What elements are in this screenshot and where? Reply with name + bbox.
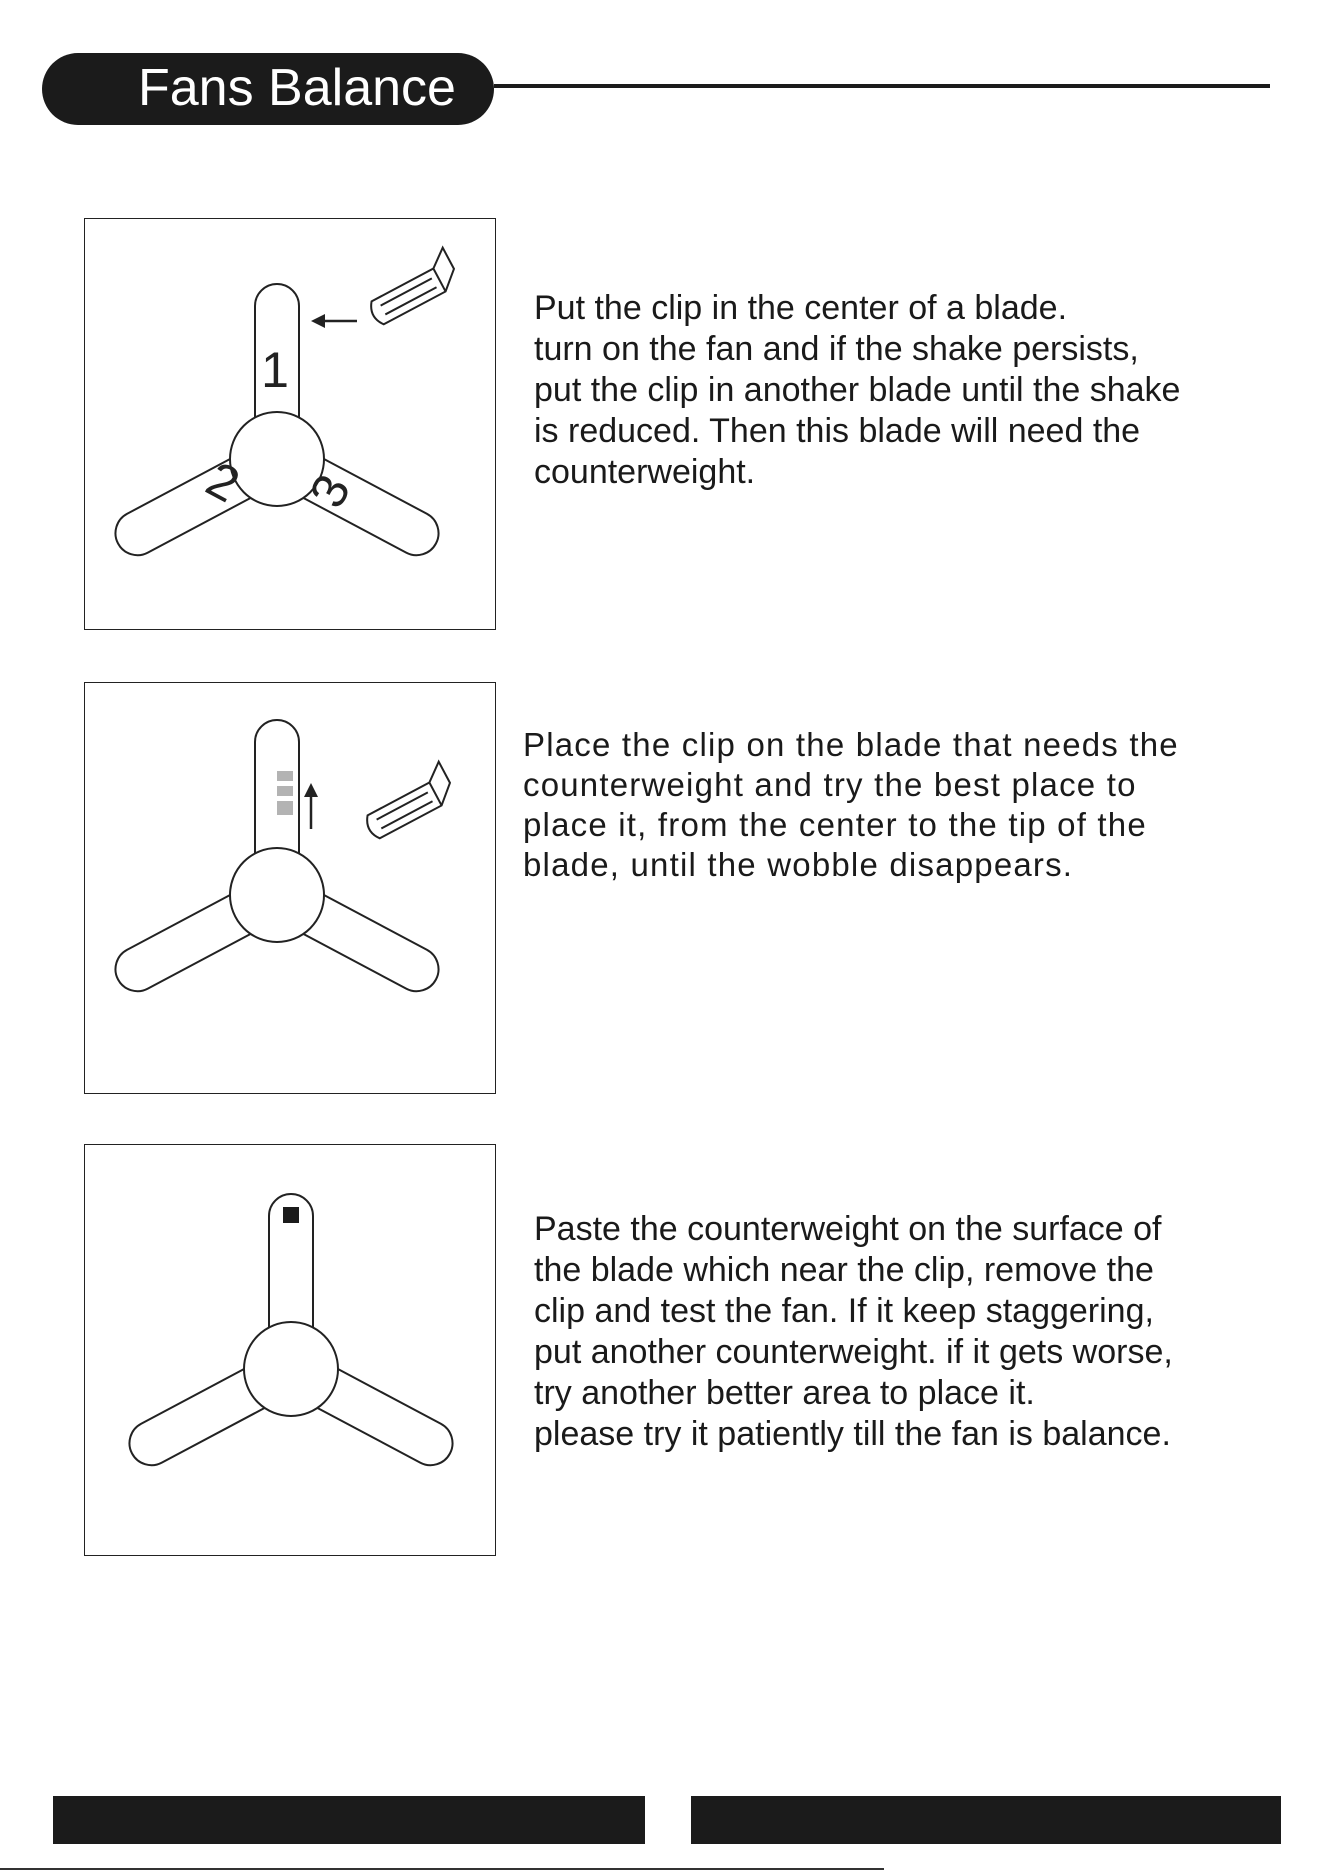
step-2-figure — [84, 682, 496, 1094]
step-1-figure — [84, 218, 496, 630]
clip-position-markers — [277, 771, 293, 815]
step-3-figure — [84, 1144, 496, 1556]
step-2-line: blade, until the wobble disappears. — [523, 846, 1074, 883]
step-2-line: counterweight and try the best place to — [523, 766, 1137, 803]
step-3-line: put another counterweight. if it gets worse, — [534, 1333, 1173, 1371]
arrow-up-icon — [304, 783, 318, 829]
step-1-line: counterweight. — [534, 453, 756, 491]
step-3-line: try another better area to place it. — [534, 1374, 1035, 1412]
blade-label-1: 1 — [261, 342, 289, 398]
bottom-rule-divider — [0, 1868, 884, 1870]
blade-label-2: 2 — [197, 450, 249, 514]
step-3-line: the blade which near the clip, remove the — [534, 1251, 1154, 1289]
step-3-instructions — [534, 1209, 1173, 1455]
step-3-line: please try it patiently till the fan is balance. — [534, 1415, 1171, 1453]
page-title: Fans Balance — [138, 59, 456, 117]
step-1-line: put the clip in another blade until the shake — [534, 371, 1181, 409]
counterweight-icon — [283, 1207, 299, 1223]
step-2-line: Place the clip on the blade that needs the — [523, 726, 1179, 763]
step-2-line: place it, from the center to the tip of the — [523, 806, 1147, 843]
step-1-line: Put the clip in the center of a blade. — [534, 289, 1068, 327]
clip-icon — [361, 248, 462, 327]
clip-icon — [357, 762, 458, 841]
fan-diagram-icon — [85, 683, 497, 1095]
fan-diagram-icon — [85, 1145, 497, 1557]
title-rule-divider — [494, 84, 1270, 88]
blade-label-3: 3 — [298, 465, 362, 517]
fan-diagram-icon — [85, 219, 497, 631]
section-title-pill — [42, 53, 494, 125]
arrow-left-icon — [311, 314, 357, 328]
step-3-line: clip and test the fan. If it keep staggering, — [534, 1292, 1154, 1330]
footer-bar-left — [53, 1796, 645, 1844]
footer-bar-right — [691, 1796, 1281, 1844]
step-3-line: Paste the counterweight on the surface of — [534, 1210, 1162, 1248]
step-1-line: is reduced. Then this blade will need the — [534, 412, 1141, 450]
step-2-instructions — [523, 725, 1179, 885]
step-1-line: turn on the fan and if the shake persists, — [534, 330, 1139, 368]
step-1-instructions — [534, 288, 1180, 493]
